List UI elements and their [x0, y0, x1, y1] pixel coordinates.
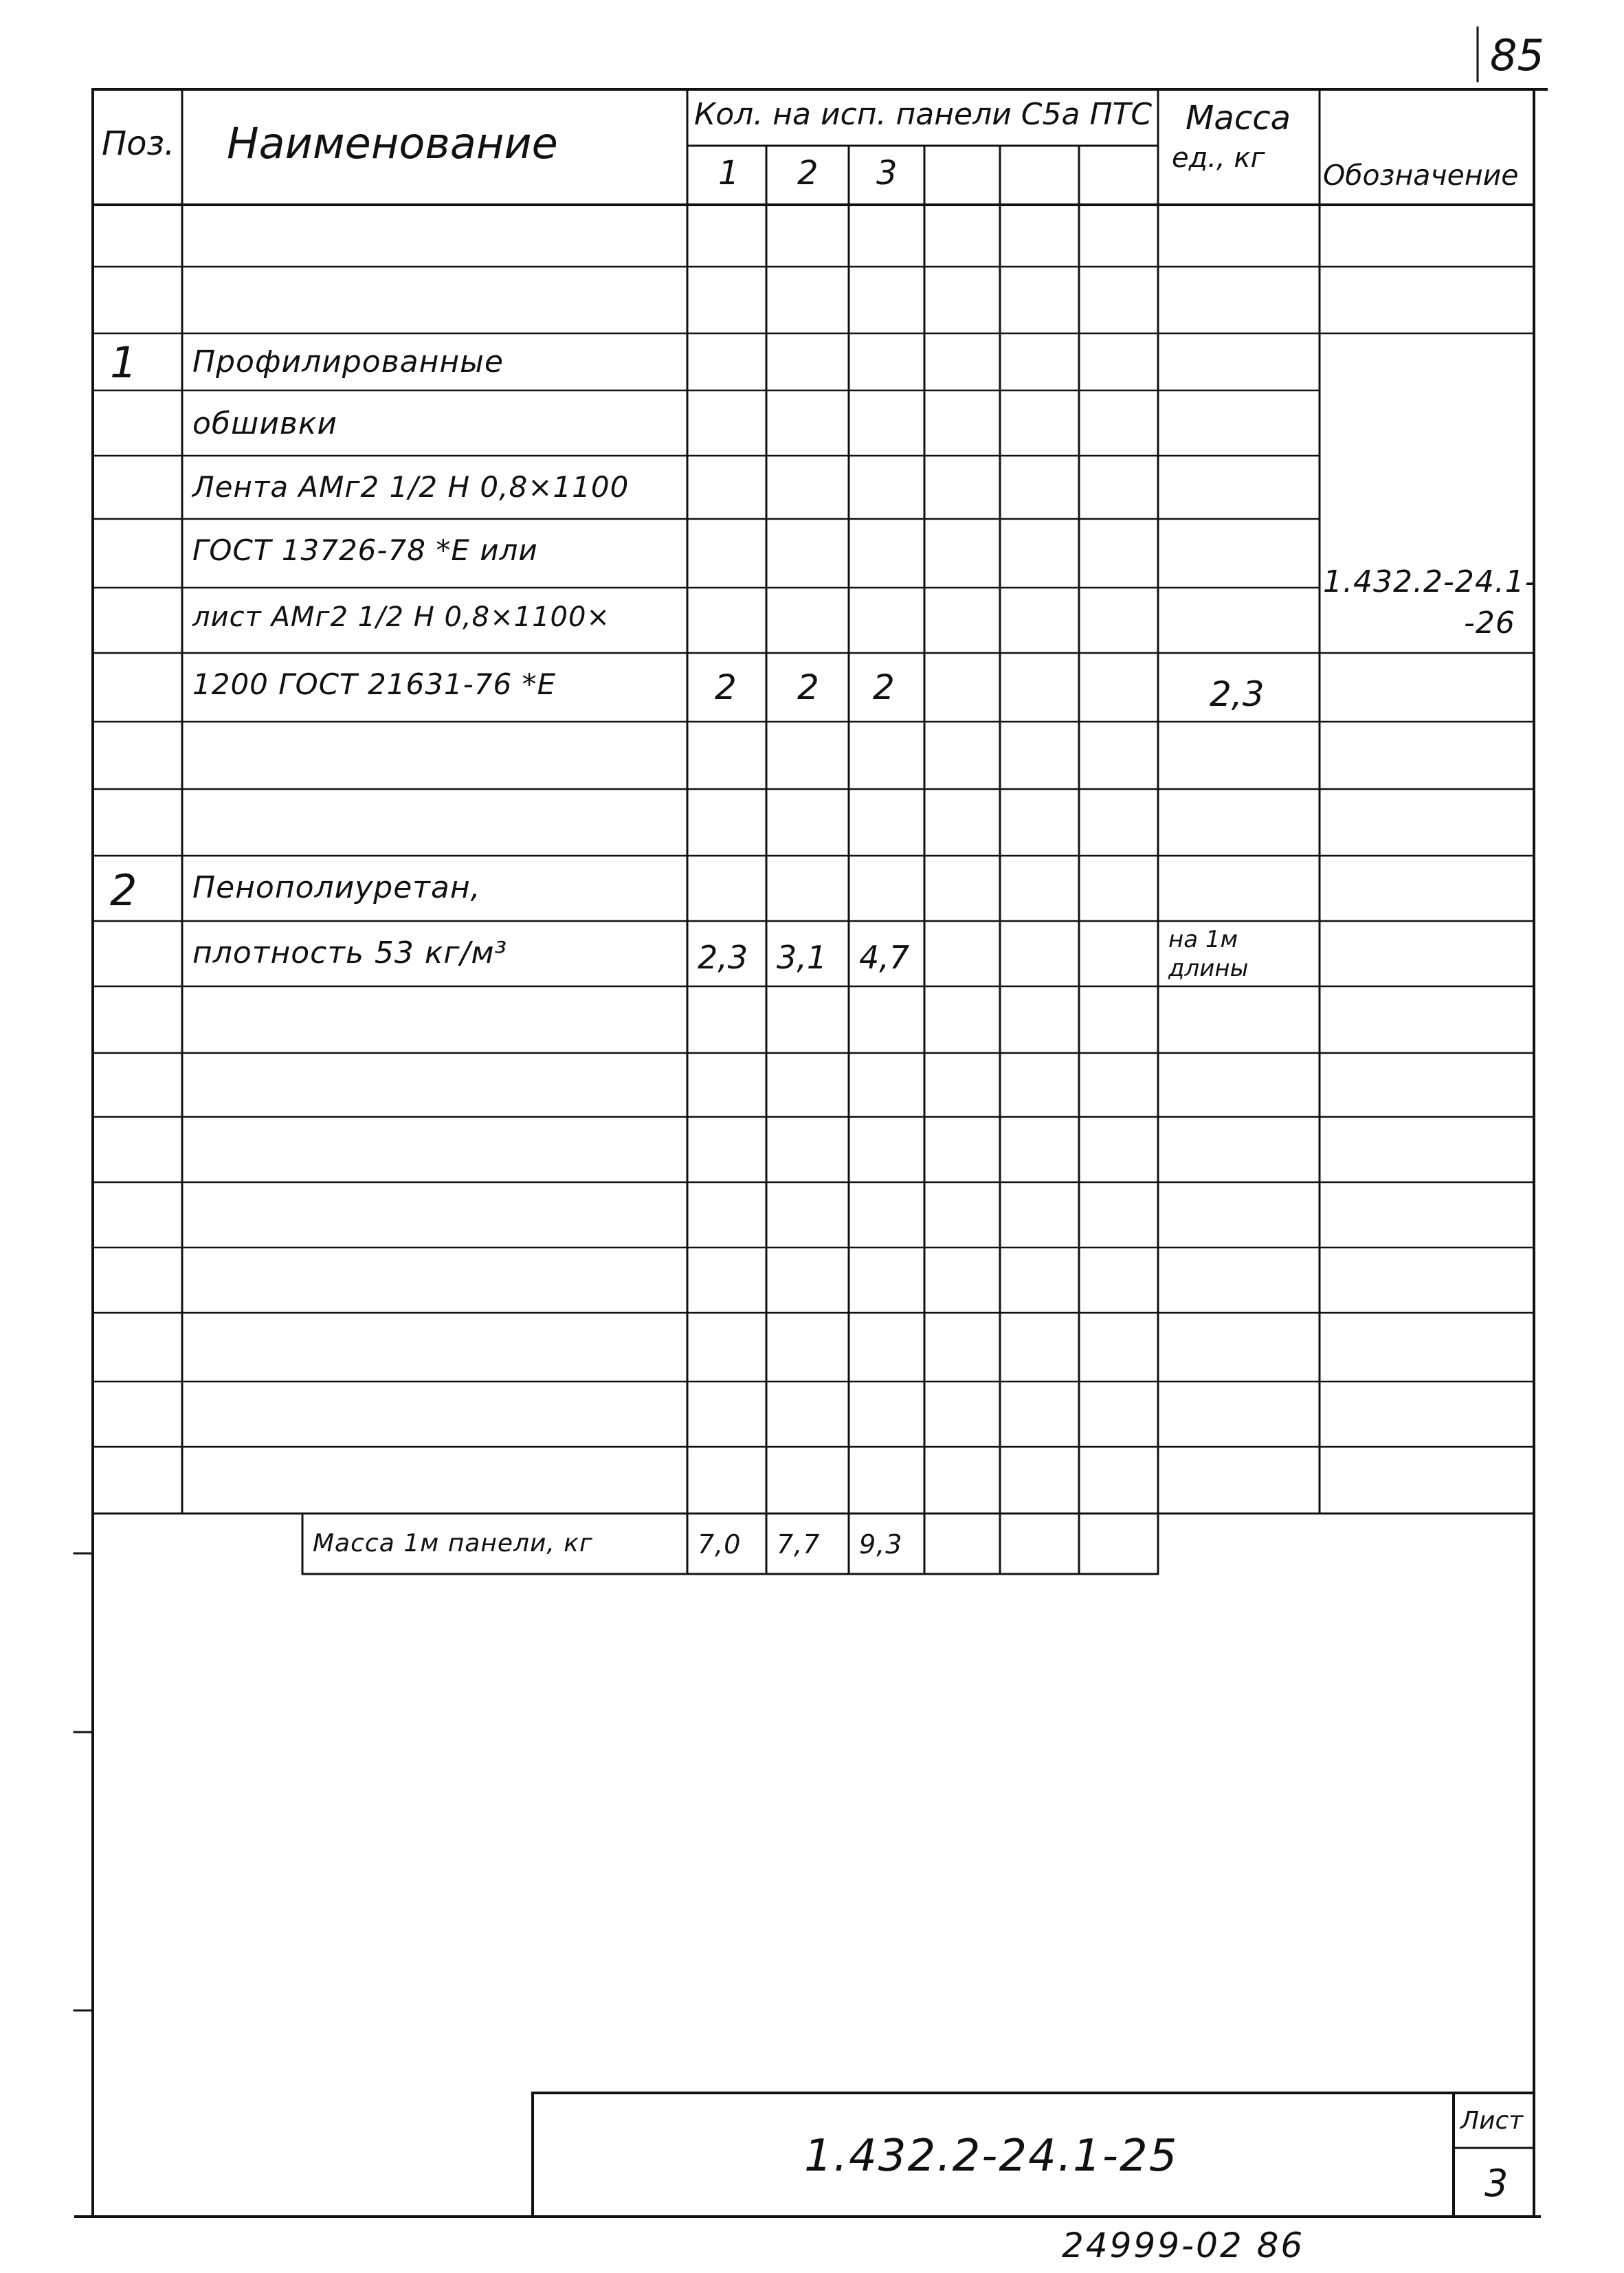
item-2-mass-line-1: на 1м — [1168, 926, 1238, 953]
item-1-line-4: ГОСТ 13726-78 *Е или — [192, 533, 538, 567]
item-1-line-2: обшивки — [192, 406, 338, 441]
item-2-qty-3: 4,7 — [859, 939, 910, 976]
header-variant-2: 2 — [797, 154, 819, 192]
total-mass-3: 9,3 — [859, 1529, 903, 1560]
header-mass-unit: ед., кг — [1172, 142, 1265, 174]
page-number-corner: 85 — [1490, 30, 1544, 80]
item-1-line-3: Лента АМг2 1/2 Н 0,8×1100 — [192, 470, 630, 504]
total-mass-label: Масса 1м панели, кг — [313, 1529, 593, 1557]
archive-number: 24999-02 86 — [1062, 2226, 1305, 2265]
header-designation: Обозначение — [1323, 159, 1519, 192]
header-mass: Масса — [1186, 99, 1291, 137]
item-1-mass: 2,3 — [1210, 674, 1265, 714]
document-code: 1.432.2-24.1-25 — [804, 2131, 1179, 2182]
total-mass-1: 7,0 — [698, 1529, 742, 1560]
sheet-number: 3 — [1484, 2162, 1509, 2205]
header-name: Наименование — [227, 118, 558, 168]
header-position: Поз. — [102, 124, 175, 163]
position-1: 1 — [110, 337, 137, 388]
item-1-qty-3: 2 — [873, 667, 895, 707]
header-quantity: Кол. на исп. панели С5а ПТС — [694, 97, 1153, 132]
item-1-line-1: Профилированные — [192, 344, 504, 379]
sheet-label: Лист — [1460, 2107, 1524, 2135]
item-2-mass-line-2: длины — [1168, 955, 1249, 982]
item-1-line-6: 1200 ГОСТ 21631-76 *Е — [192, 667, 557, 701]
item-1-qty-2: 2 — [797, 667, 819, 707]
header-variant-1: 1 — [718, 154, 739, 192]
header-variant-3: 3 — [876, 154, 898, 192]
item-1-designation-line-1: 1.432.2-24.1- — [1323, 564, 1537, 599]
item-1-designation-line-2: -26 — [1464, 606, 1515, 641]
item-2-line-1: Пенополиуретан, — [192, 870, 481, 905]
item-1-qty-1: 2 — [715, 667, 737, 707]
item-1-line-5: лист АМг2 1/2 Н 0,8×1100× — [192, 601, 610, 633]
item-2-qty-2: 3,1 — [777, 939, 827, 976]
position-2: 2 — [110, 865, 137, 916]
item-2-line-2: плотность 53 кг/м³ — [192, 935, 508, 971]
item-2-qty-1: 2,3 — [698, 939, 748, 976]
total-mass-2: 7,7 — [777, 1529, 821, 1560]
